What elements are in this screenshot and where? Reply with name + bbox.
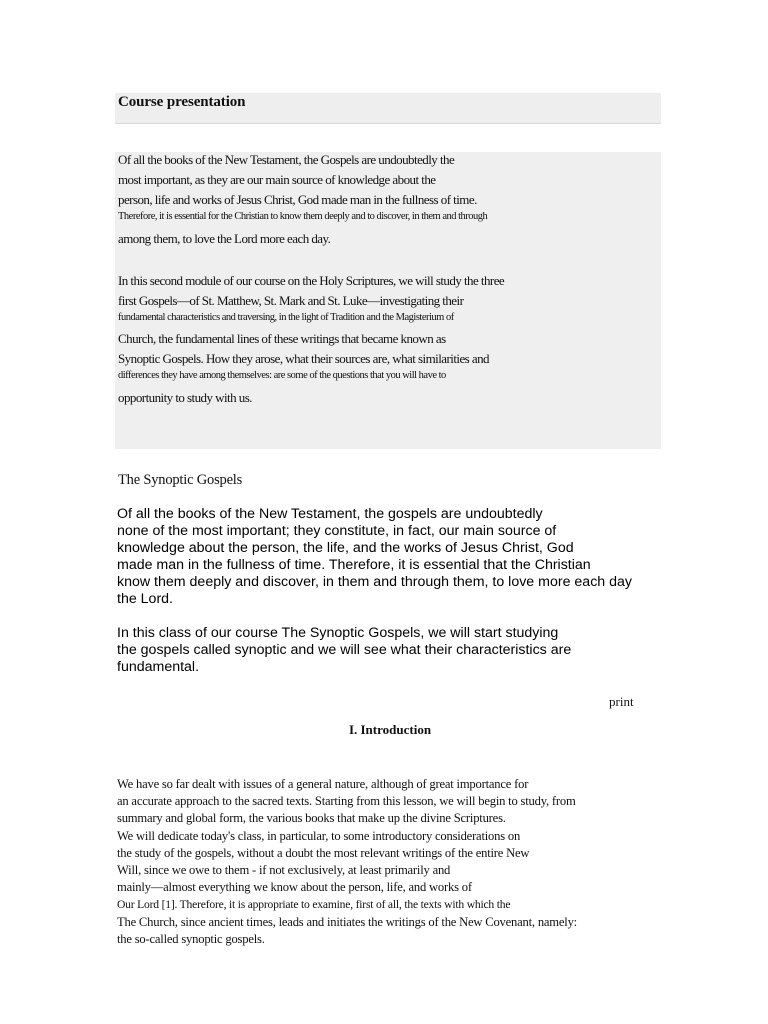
paragraph-line: none of the most important; they constitute, in fact, our main source of: [117, 523, 557, 539]
course-title-bar: [115, 93, 661, 124]
presentation-line: Church, the fundamental lines of these writings that became known as: [118, 331, 446, 346]
paragraph-line: made man in the fullness of time. Therefore, it is essential that the Christian: [117, 557, 591, 573]
paragraph-line: the Lord.: [117, 591, 174, 607]
introduction-line: Our Lord [1]. Therefore, it is appropriate to examine, first of all, the texts with which the: [117, 898, 511, 912]
paragraph-line: know them deeply and discover, in them and through them, to love more each day: [117, 574, 632, 590]
introduction-line: mainly—almost everything we know about the person, life, and works of: [117, 880, 472, 895]
presentation-line: most important, as they are our main source of knowledge about the: [118, 172, 436, 187]
print-link[interactable]: print: [609, 694, 634, 709]
introduction-line: an accurate approach to the sacred texts. Starting from this lesson, we will begin to study, from: [117, 794, 576, 809]
paragraph-line: knowledge about the person, the life, and the works of Jesus Christ, God: [117, 540, 574, 556]
synoptic-paragraph-2: [117, 625, 571, 676]
presentation-line: In this second module of our course on the Holy Scriptures, we will study the three: [118, 273, 505, 288]
synoptic-gospels-title: The Synoptic Gospels: [118, 472, 243, 488]
presentation-line: Synoptic Gospels. How they arose, what their sources are, what similarities and: [118, 351, 490, 366]
presentation-line: Of all the books of the New Testament, the Gospels are undoubtedly the: [118, 152, 455, 167]
introduction-line: We will dedicate today's class, in particular, to some introductory considerations on: [117, 828, 521, 843]
introduction-line: the study of the gospels, without a doubt the most relevant writings of the entire New: [117, 845, 530, 860]
introduction-line: summary and global form, the various books that make up the divine Scriptures.: [117, 811, 506, 826]
course-presentation-box: [115, 152, 661, 449]
synoptic-paragraph-1: [117, 506, 632, 608]
presentation-line: person, life and works of Jesus Christ, God made man in the fullness of time.: [118, 192, 477, 207]
presentation-line: first Gospels—of St. Matthew, St. Mark and St. Luke—investigating their: [118, 293, 464, 308]
paragraph-line: Of all the books of the New Testament, the gospels are undoubtedly: [117, 506, 543, 522]
presentation-line: Therefore, it is essential for the Christian to know them deeply and to discover, in them and through: [118, 211, 488, 222]
paragraph-line: In this class of our course The Synoptic Gospels, we will start studying: [117, 625, 559, 641]
presentation-line: differences they have among themselves: are some of the questions that you will have to: [118, 370, 446, 381]
paragraph-line: fundamental.: [117, 659, 200, 675]
introduction-body: [117, 776, 577, 948]
introduction-line: The Church, since ancient times, leads and initiates the writings of the New Covenant, namely:: [117, 914, 577, 929]
introduction-heading: I. Introduction: [348, 722, 432, 737]
introduction-line: We have so far dealt with issues of a general nature, although of great importance for: [117, 777, 529, 791]
presentation-line: opportunity to study with us.: [118, 390, 252, 405]
presentation-line: fundamental characteristics and traversing, in the light of Tradition and the Magisterium of: [118, 312, 454, 323]
presentation-line: among them, to love the Lord more each day.: [118, 231, 331, 246]
course-title: Course presentation: [118, 94, 246, 110]
introduction-line: the so-called synoptic gospels.: [117, 931, 265, 946]
paragraph-line: the gospels called synoptic and we will see what their characteristics are: [117, 642, 572, 658]
introduction-line: Will, since we owe to them - if not exclusively, at least primarily and: [117, 863, 451, 878]
